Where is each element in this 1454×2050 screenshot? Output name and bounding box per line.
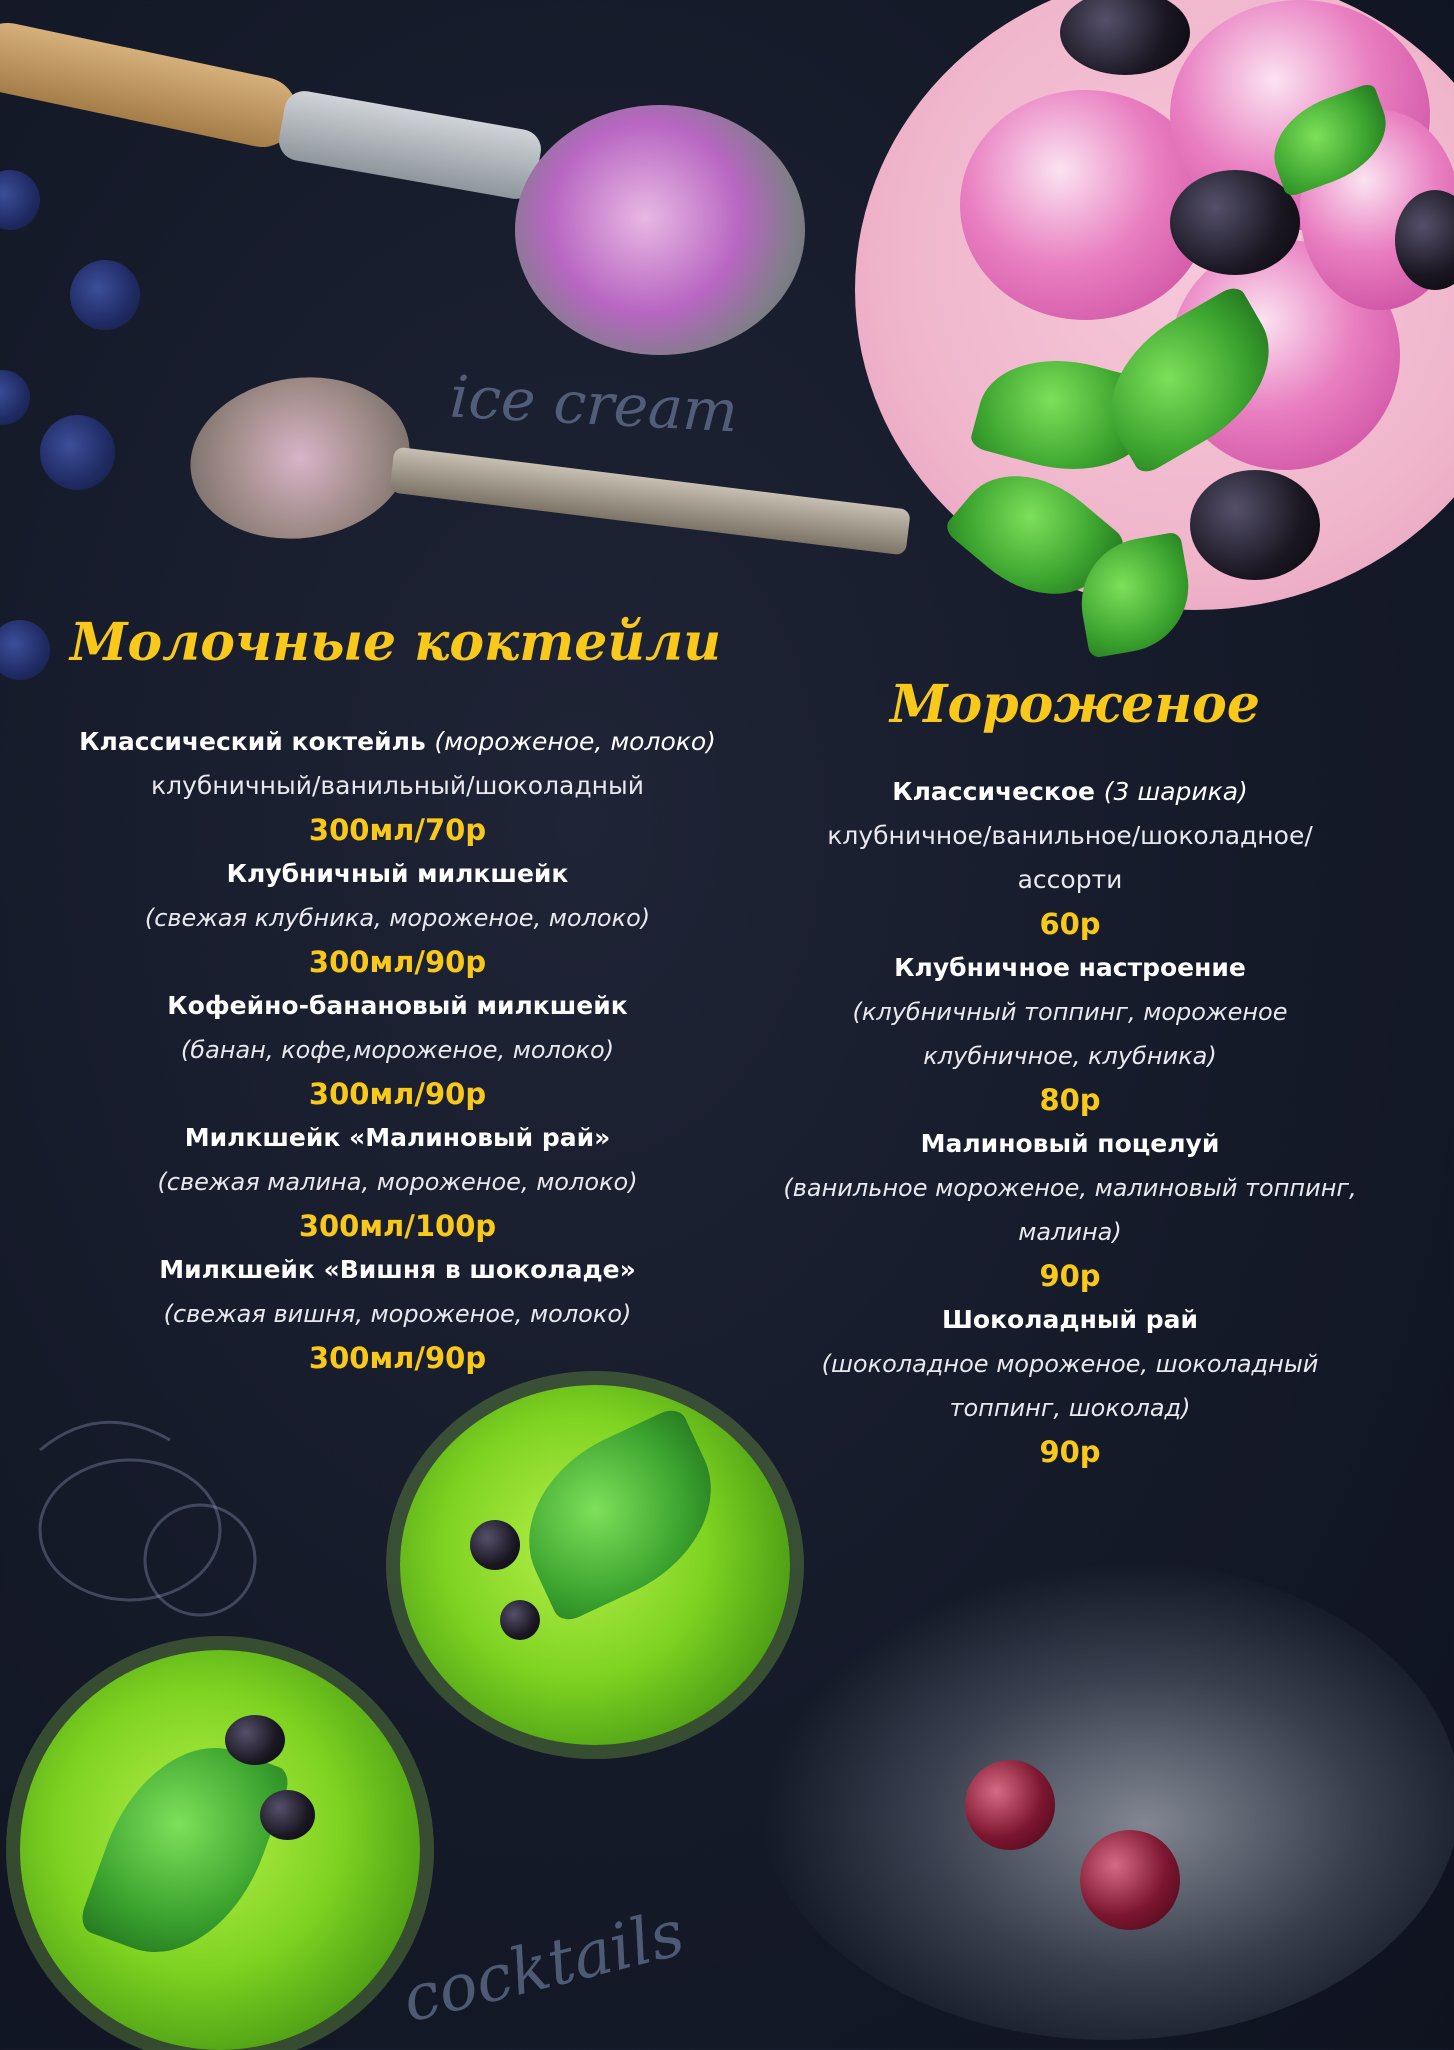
item-price: 300мл/70р: [308, 813, 487, 847]
menu-item: [30, 1116, 765, 1248]
item-description: (шоколадное мороженое, шоколадный: [821, 1350, 1319, 1378]
water-splash-image: [760, 1560, 1454, 2040]
blackberry-image: [1170, 170, 1300, 275]
item-price: 300мл/90р: [308, 1077, 487, 1111]
item-description: (свежая малина, мороженое, молоко): [157, 1168, 638, 1196]
ice-cream-title: Мороженое: [890, 674, 1260, 735]
item-description: клубничное, клубника): [923, 1042, 1217, 1070]
item-description: малина): [1018, 1218, 1122, 1246]
menu-item: [30, 852, 765, 984]
blackberry-image: [1190, 470, 1320, 580]
item-name: Кофейно-банановый милкшейк: [167, 991, 628, 1020]
ice-cream-scoop-bowl-image: [515, 105, 805, 355]
item-description: (свежая клубника, мороженое, молоко): [144, 904, 651, 932]
spoon-handle-image: [389, 446, 911, 555]
item-price: 80р: [1039, 1083, 1101, 1117]
blueberries-decoration: [0, 130, 170, 690]
spoon-bowl-image: [180, 363, 420, 552]
item-name: Милкшейк «Малиновый рай»: [184, 1123, 611, 1152]
item-name: Классический коктейль: [79, 727, 426, 756]
menu-item: [720, 946, 1420, 1122]
item-price: 90р: [1039, 1259, 1101, 1293]
cherry-image: [965, 1760, 1055, 1850]
menu-item: [30, 984, 765, 1116]
item-price: 300мл/90р: [308, 945, 487, 979]
blueberry-image: [500, 1600, 540, 1640]
menu-item: [30, 1248, 765, 1380]
item-description: (банан, кофе,мороженое, молоко): [180, 1036, 615, 1064]
item-price: 60р: [1039, 907, 1101, 941]
item-price: 300мл/100р: [298, 1209, 497, 1243]
item-description: (клубничный топпинг, мороженое: [852, 998, 1288, 1026]
item-description: (ванильное мороженое, малиновый топпинг,: [783, 1174, 1357, 1202]
item-price: 90р: [1039, 1435, 1101, 1469]
item-name: Клубничный милкшейк: [226, 859, 569, 888]
ice-cream-list: [720, 770, 1420, 1474]
item-name: Малиновый поцелуй: [920, 1129, 1220, 1158]
blueberry-image: [470, 1520, 520, 1570]
item-price: 300мл/90р: [308, 1341, 487, 1375]
menu-item: [720, 1298, 1420, 1474]
item-name: Клубничное настроение: [894, 953, 1246, 982]
cocktails-script-text: cocktails: [395, 1896, 692, 2038]
ice-cream-script-text: ice cream: [448, 362, 740, 446]
milkshakes-title: Молочные коктейли: [70, 612, 722, 673]
blueberry-image: [225, 1715, 285, 1765]
item-name: Классическое: [892, 777, 1095, 806]
milkshakes-list: [30, 720, 765, 1380]
item-name: Шоколадный рай: [942, 1305, 1198, 1334]
item-name: Милкшейк «Вишня в шоколаде»: [159, 1255, 636, 1284]
item-description: клубничное/ванильное/шоколадное/: [827, 821, 1313, 850]
menu-item: [720, 1122, 1420, 1298]
menu-item: [30, 720, 765, 852]
blueberry-image: [260, 1790, 315, 1840]
item-description: клубничный/ванильный/шоколадный: [150, 771, 644, 800]
ice-cream-scoop-mechanism-image: [276, 88, 544, 202]
item-description: топпинг, шоколад): [949, 1394, 1191, 1422]
menu-item: [720, 770, 1420, 946]
item-description: ассорти: [1017, 865, 1123, 894]
item-description: (свежая вишня, мороженое, молоко): [163, 1300, 632, 1328]
item-note: (мороженое, молоко): [434, 727, 716, 756]
item-note: (3 шарика): [1103, 777, 1248, 806]
cherry-image: [1080, 1830, 1180, 1930]
lemon-sketch-icon: [0, 1390, 280, 1630]
